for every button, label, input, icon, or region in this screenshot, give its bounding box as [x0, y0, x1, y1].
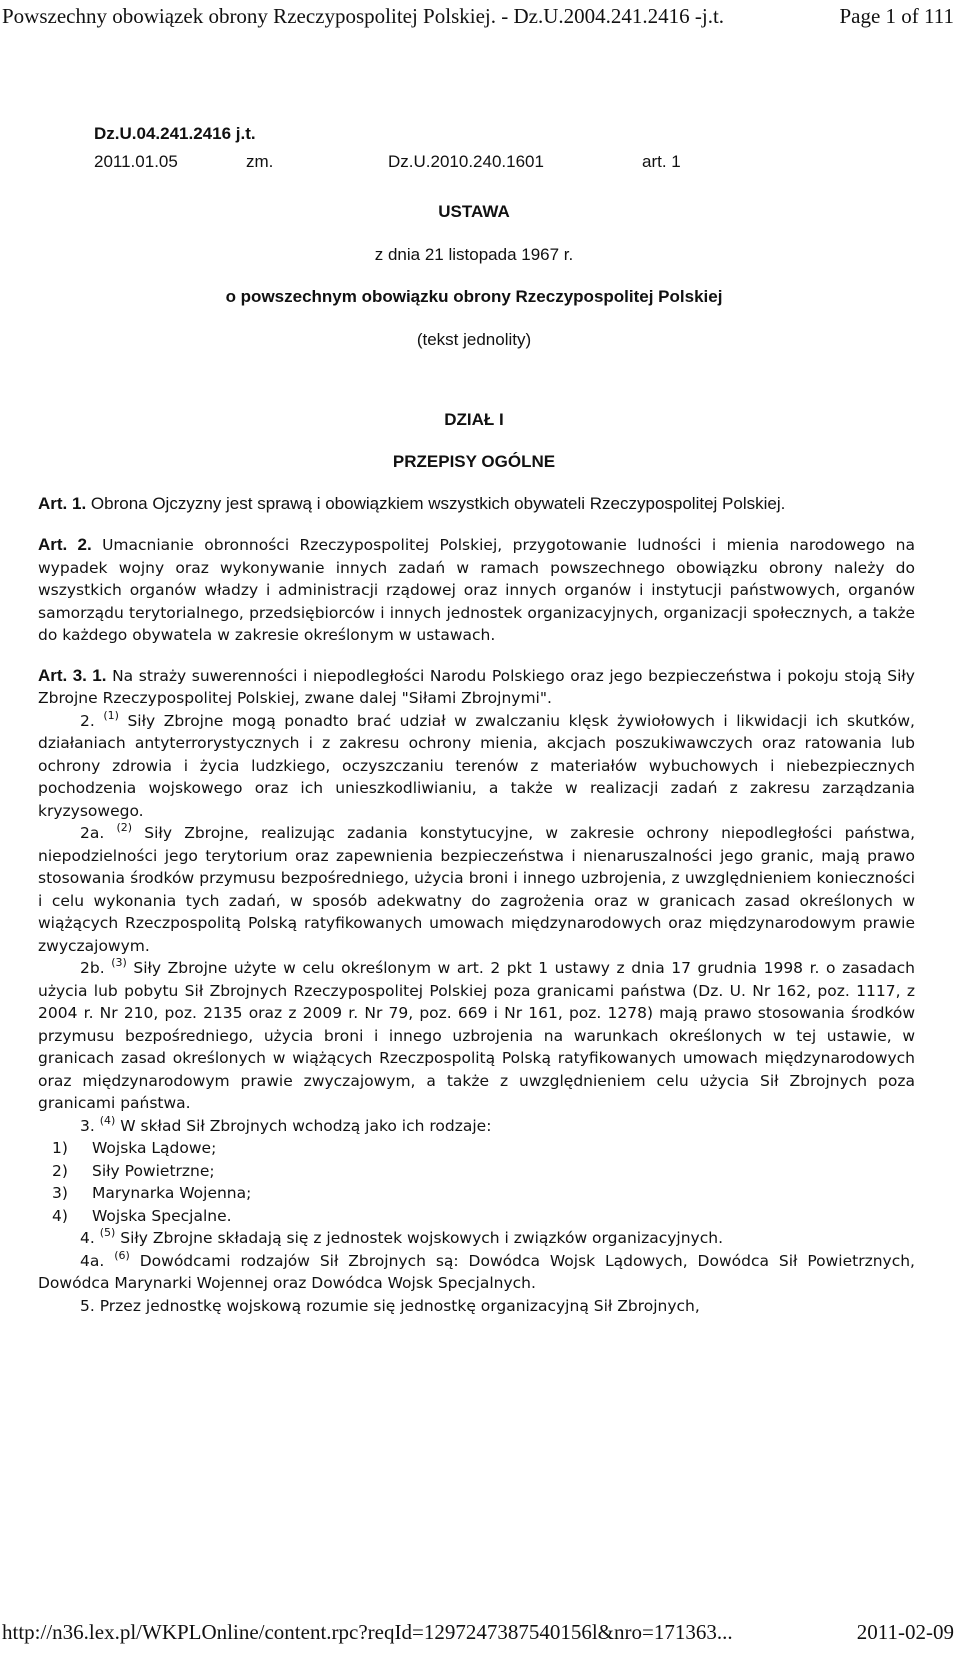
- footnote-ref[interactable]: (3): [111, 956, 127, 969]
- article-1-label: Art. 1.: [38, 494, 87, 513]
- paragraph-number: 2a.: [80, 824, 105, 842]
- list-item: [38, 1160, 915, 1183]
- page-footer: [2, 1620, 954, 1645]
- act-name: o powszechnym obowiązku obrony Rzeczypospolitej Polskiej: [225, 287, 723, 306]
- document-body: [38, 492, 915, 1317]
- article-3-paragraph-2: [38, 710, 915, 823]
- branches-list: [38, 1137, 915, 1227]
- paragraph-text: Przez jednostkę wojskową rozumie się jednostkę organizacyjną Sił Zbrojnych,: [94, 1296, 700, 1315]
- list-item: [38, 1137, 915, 1160]
- source-url[interactable]: http://n36.lex.pl/WKPLOnline/content.rpc?reqId=1297247387540156l&nro=171363...: [2, 1620, 733, 1644]
- paragraph-text: W skład Sił Zbrojnych wchodzą jako ich rodzaje:: [115, 1116, 492, 1135]
- amendment-article: art. 1: [642, 152, 681, 171]
- paragraph-number: 3.: [80, 1116, 95, 1135]
- list-item: [38, 1205, 915, 1228]
- article-1-text: Obrona Ojczyzny jest sprawą i obowiązkiem wszystkich obywateli Rzeczypospolitej Polskiej.: [86, 494, 786, 513]
- article-3-paragraph-3: [38, 1115, 915, 1138]
- paragraph-number: 4.: [80, 1229, 95, 1247]
- article-3-paragraph-4: [38, 1227, 915, 1250]
- footnote-ref[interactable]: (4): [99, 1113, 116, 1127]
- paragraph-text: Dowódcami rodzajów Sił Zbrojnych są: Dowódca Wojsk Lądowych, Dowódca Sił Powietrznych, Dowódca Marynarki Wojennej oraz Dowódca Wojsk Specjalnych.: [38, 1251, 915, 1292]
- page-header: [2, 4, 954, 29]
- article-3-paragraph-5: [38, 1295, 915, 1318]
- print-date: 2011-02-09: [856, 1620, 954, 1644]
- paragraph-text: Siły Zbrojne mogą ponadto brać udział w zwalczaniu klęsk żywiołowych i likwidacji ich skutków, działaniach antyterrorystycznych i z zakresu ochrony mienia, akcjach poszukiwawczych oraz ratowania lub ochrony zdrowia i życia ludzkiego, oczyszczaniu terenów z materiałów wybuchowych i niebezpiecznych pochodzenia wojskowego oraz ich unieszkodliwianiu, a także w realizacji zadań z zakresu zarządzania kryzysowego.: [38, 711, 915, 820]
- article-3-paragraph-1: [38, 665, 915, 710]
- amendment-type: zm.: [246, 152, 274, 171]
- paragraph-text: Siły Zbrojne składają się z jednostek wojskowych i związków organizacyjnych.: [115, 1229, 724, 1247]
- article-3-paragraph-2a: [38, 822, 915, 957]
- article-3-label: Art. 3. 1.: [38, 665, 107, 685]
- paragraph-text: Siły Zbrojne użyte w celu określonym w art. 2 pkt 1 ustawy z dnia 17 grudnia 1998 r. o zasadach użycia lub pobytu Sił Zbrojnych Rzeczypospolitej Polskiej poza granicami państwa (Dz. U. Nr 162, poz. 1117, z 2004 r. Nr 210, poz. 2135 oraz z 2009 r. Nr 79, poz. 669 i Nr 161, poz. 1278) mają prawo stosowania środków przymusu bezpośredniego, użycia broni i innego uzbrojenia na warunkach określonych w tej ustawie, w granicach zasad określonych w wiążących Rzeczpospolitą Polską ratyfikowanych umowach międzynarodowych oraz międzynarodowym prawie zwyczajowym, a także z uwzględnieniem celu użycia Sił Zbrojnych poza granicami państwa.: [38, 959, 915, 1112]
- article-3-p1-text: Na straży suwerenności i niepodległości Narodu Polskiego oraz jego bezpieczeństwa i pokoju stoją Siły Zbrojne Rzeczypospolitej Polskiej, zwane dalej "Siłami Zbrojnymi".: [38, 666, 915, 707]
- article-3-paragraph-2b: [38, 957, 915, 1115]
- paragraph-number: 4a.: [80, 1251, 105, 1270]
- list-item-number: 2): [52, 1161, 68, 1180]
- list-item-number: 4): [52, 1206, 68, 1225]
- document-title: Powszechny obowiązek obrony Rzeczypospolitej Polskiej. - Dz.U.2004.241.2416 -j.t.: [2, 4, 725, 28]
- list-item-number: 1): [52, 1139, 68, 1157]
- article-2-text: Umacnianie obronności Rzeczypospolitej Polskiej, przygotowanie ludności i mienia narodowego na wypadek wojny oraz wykonywanie innych zadań w ramach powszechnego obowiązku obrony należy do wszystkich organów władzy i administracji rządowej oraz innych organów i instytucji państwowych, organów samorządu terytorialnego, przedsiębiorców i innych jednostek organizacyjnych, organizacji społecznych, a także do każdego obywatela w zakresie określonym w ustawach.: [38, 536, 915, 644]
- list-item-text: Wojska Specjalne.: [92, 1206, 232, 1225]
- paragraph-number: 2b.: [80, 959, 105, 977]
- paragraph-number: 5.: [80, 1296, 95, 1315]
- amendment-date: 2011.01.05: [94, 152, 178, 171]
- list-item: [38, 1182, 915, 1205]
- act-date: z dnia 21 listopada 1967 r.: [374, 245, 574, 264]
- list-item-number: 3): [52, 1184, 68, 1202]
- paragraph-number: 2.: [80, 711, 95, 730]
- list-item-text: Wojska Lądowe;: [92, 1139, 217, 1157]
- footnote-ref[interactable]: (6): [114, 1248, 130, 1262]
- page-counter: Page 1 of 111: [839, 4, 954, 28]
- footnote-ref[interactable]: (2): [116, 821, 133, 834]
- list-item-text: Marynarka Wojenna;: [92, 1184, 252, 1202]
- division-title: PRZEPISY OGÓLNE: [392, 452, 556, 471]
- paragraph-text: Siły Zbrojne, realizując zadania konstytucyjne, w zakresie ochrony niepodległości państwa, niepodzielności jego terytorium oraz zapewnienia bezpieczeństwa i nienaruszalności jego granic, mają prawo stosowania środków przymusu bezpośredniego, użycia broni i innego uzbrojenia, z uwzględnieniem konieczności i celu wykonania tych zadań, w sposób adekwatny do zagrożenia oraz w granicach zasad określonych w wiążących Rzeczpospolitą Polską ratyfikowanych umowach międzynarodowych oraz międzynarodowym prawie zwyczajowym.: [38, 824, 915, 955]
- act-reference: Dz.U.04.241.2416 j.t.: [94, 124, 256, 143]
- act-note: (tekst jednolity): [416, 330, 532, 349]
- article-2: [38, 534, 915, 647]
- article-2-label: Art. 2.: [38, 535, 92, 554]
- division-heading: DZIAŁ I: [444, 410, 504, 429]
- amendment-reference: Dz.U.2010.240.1601: [388, 152, 544, 171]
- footnote-ref[interactable]: (5): [99, 1226, 116, 1239]
- article-3-paragraph-4a: [38, 1250, 915, 1295]
- article-1: [38, 492, 915, 516]
- act-type: USTAWA: [438, 202, 510, 221]
- list-item-text: Siły Powietrzne;: [92, 1161, 215, 1180]
- footnote-ref[interactable]: (1): [103, 708, 119, 722]
